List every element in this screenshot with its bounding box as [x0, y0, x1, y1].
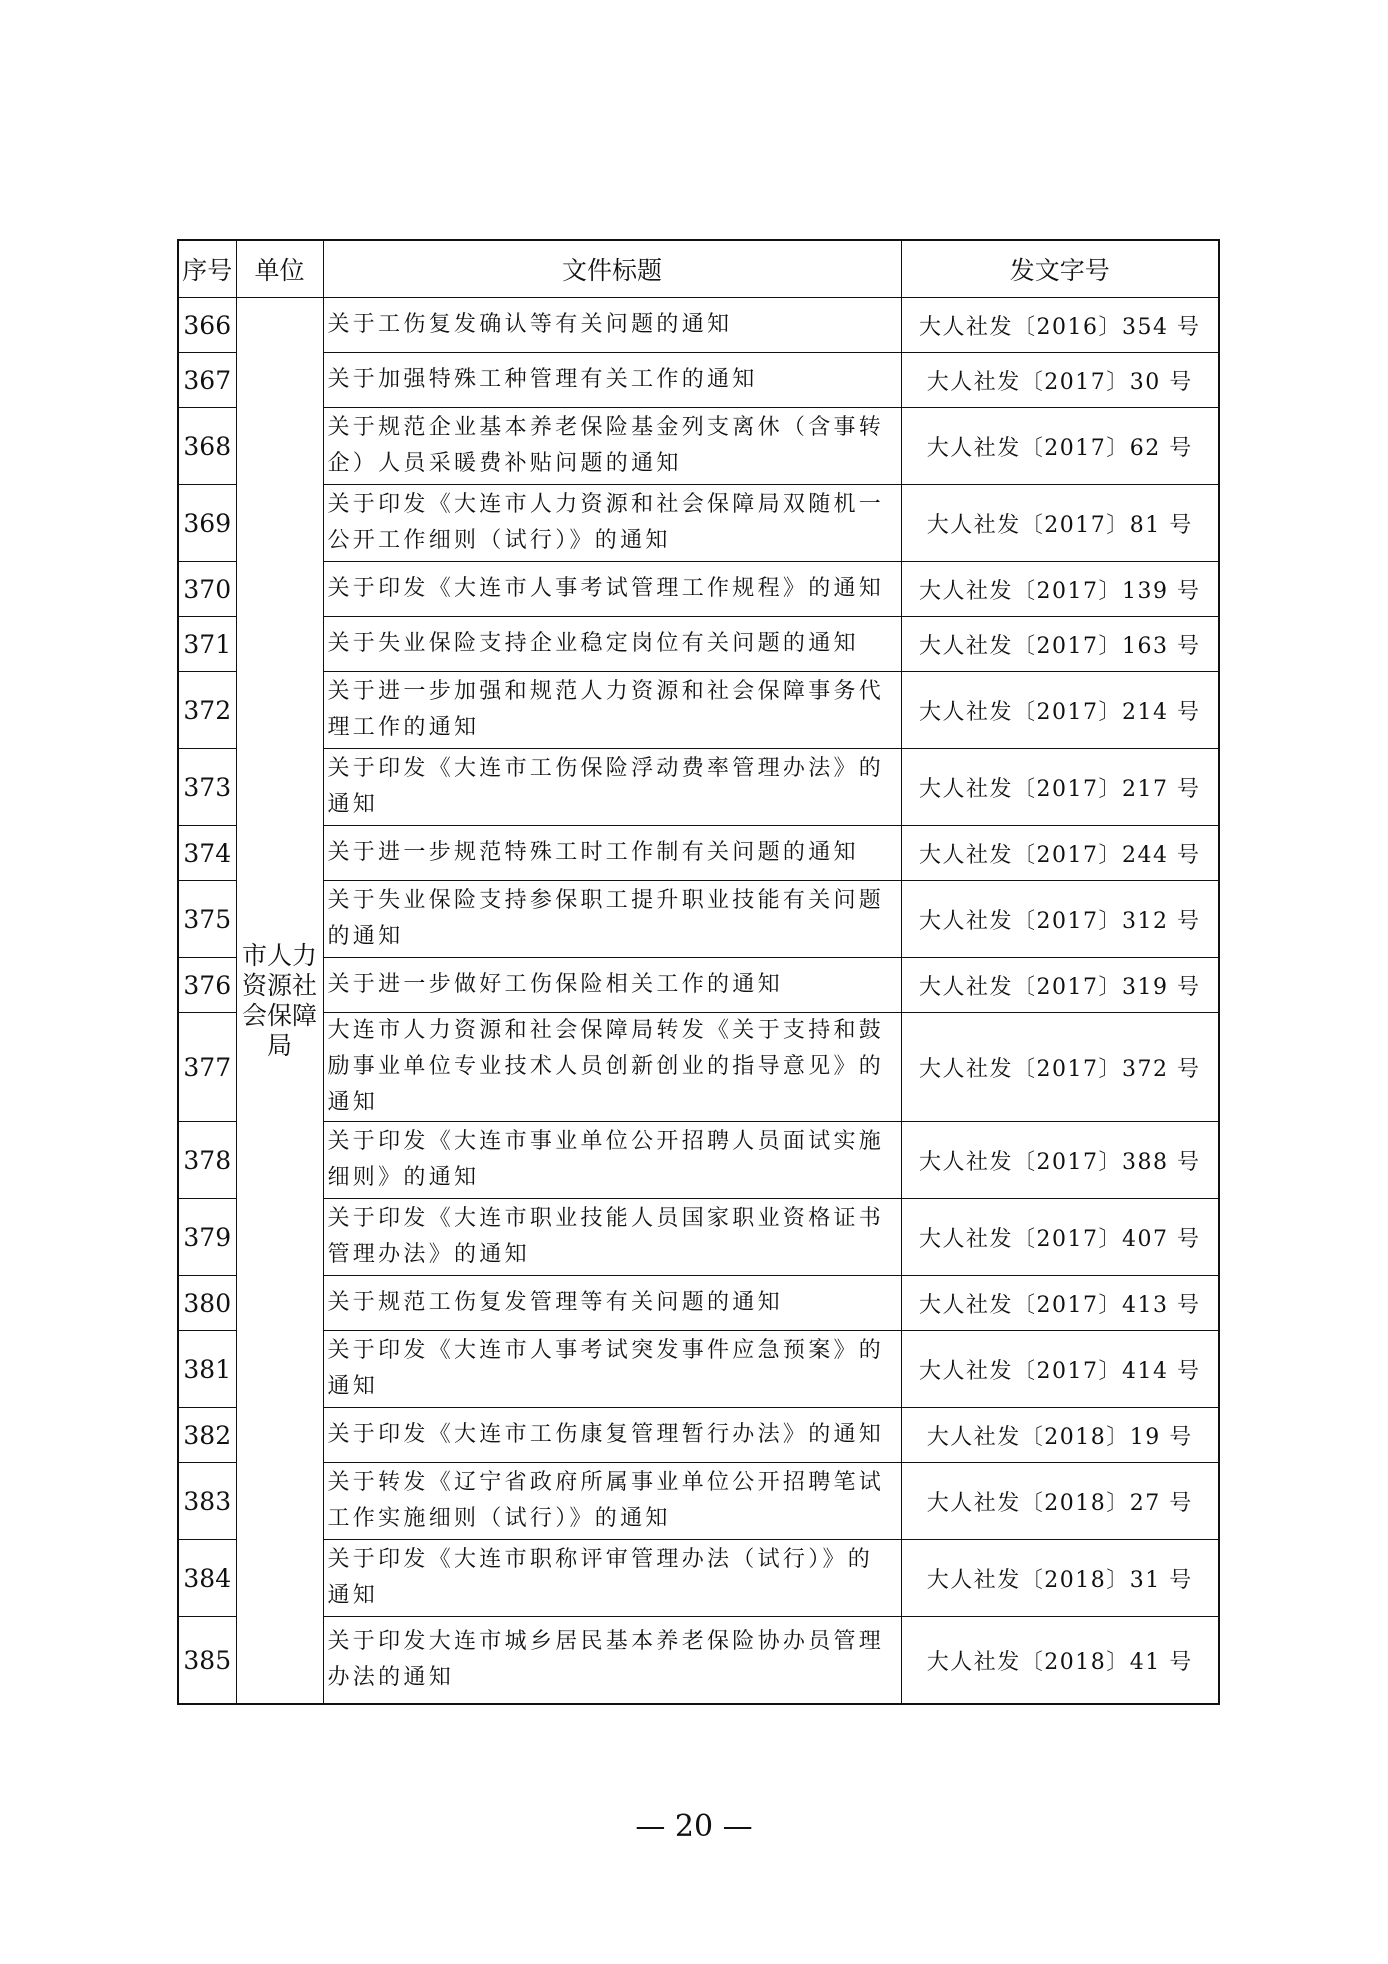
document-number: 大人社发〔2016〕354 号 — [901, 298, 1219, 353]
serial-number: 381 — [178, 1331, 236, 1408]
file-title: 关于印发《大连市人事考试管理工作规程》的通知 — [323, 562, 901, 617]
document-table — [177, 239, 1220, 1705]
document-number: 大人社发〔2017〕388 号 — [901, 1122, 1219, 1199]
document-number: 大人社发〔2017〕139 号 — [901, 562, 1219, 617]
table-row — [178, 958, 1219, 1013]
table-row — [178, 672, 1219, 749]
document-number: 大人社发〔2017〕30 号 — [901, 353, 1219, 408]
document-number: 大人社发〔2017〕407 号 — [901, 1199, 1219, 1276]
document-number: 大人社发〔2017〕62 号 — [901, 408, 1219, 485]
table-row — [178, 1013, 1219, 1122]
file-title: 关于规范工伤复发管理等有关问题的通知 — [323, 1276, 901, 1331]
page-number: — 20 — — [635, 1809, 753, 1844]
file-title: 关于印发《大连市职称评审管理办法（试行）》的通知 — [323, 1540, 901, 1617]
table-row — [178, 1331, 1219, 1408]
table-row — [178, 1276, 1219, 1331]
document-number: 大人社发〔2017〕312 号 — [901, 881, 1219, 958]
table-row — [178, 298, 1219, 353]
document-number: 大人社发〔2017〕413 号 — [901, 1276, 1219, 1331]
table-row — [178, 485, 1219, 562]
file-title: 关于印发《大连市人力资源和社会保障局双随机一公开工作细则（试行）》的通知 — [323, 485, 901, 562]
file-title: 关于失业保险支持参保职工提升职业技能有关问题的通知 — [323, 881, 901, 958]
table-row — [178, 408, 1219, 485]
serial-number: 374 — [178, 826, 236, 881]
serial-number: 372 — [178, 672, 236, 749]
serial-number: 375 — [178, 881, 236, 958]
file-title: 关于印发《大连市工伤康复管理暂行办法》的通知 — [323, 1408, 901, 1463]
unit-cell — [236, 298, 323, 1705]
document-number: 大人社发〔2017〕217 号 — [901, 749, 1219, 826]
table-row — [178, 617, 1219, 672]
header-unit: 单位 — [236, 240, 323, 298]
table-row — [178, 881, 1219, 958]
document-number: 大人社发〔2018〕41 号 — [901, 1617, 1219, 1705]
document-number: 大人社发〔2017〕414 号 — [901, 1331, 1219, 1408]
header-serial-number: 序号 — [178, 240, 236, 298]
serial-number: 369 — [178, 485, 236, 562]
file-title: 关于印发《大连市事业单位公开招聘人员面试实施细则》的通知 — [323, 1122, 901, 1199]
file-title: 关于印发大连市城乡居民基本养老保险协办员管理办法的通知 — [323, 1617, 901, 1705]
table-row — [178, 1408, 1219, 1463]
document-number: 大人社发〔2017〕81 号 — [901, 485, 1219, 562]
serial-number: 371 — [178, 617, 236, 672]
table-row — [178, 1463, 1219, 1540]
serial-number: 379 — [178, 1199, 236, 1276]
unit-name: 市人力资源社会保障局 — [241, 940, 317, 1060]
serial-number: 370 — [178, 562, 236, 617]
file-title: 大连市人力资源和社会保障局转发《关于支持和鼓励事业单位专业技术人员创新创业的指导意见》的通知 — [323, 1013, 901, 1122]
table-row — [178, 1617, 1219, 1705]
serial-number: 378 — [178, 1122, 236, 1199]
serial-number: 376 — [178, 958, 236, 1013]
document-number: 大人社发〔2018〕27 号 — [901, 1463, 1219, 1540]
serial-number: 367 — [178, 353, 236, 408]
header-file-title: 文件标题 — [323, 240, 901, 298]
serial-number: 377 — [178, 1013, 236, 1122]
table-row — [178, 1122, 1219, 1199]
file-title: 关于规范企业基本养老保险基金列支离休（含事转企）人员采暖费补贴问题的通知 — [323, 408, 901, 485]
serial-number: 385 — [178, 1617, 236, 1705]
header-document-number: 发文字号 — [901, 240, 1219, 298]
table-row — [178, 826, 1219, 881]
table-row — [178, 749, 1219, 826]
table-row — [178, 1199, 1219, 1276]
table-row — [178, 1540, 1219, 1617]
header-row — [178, 240, 1219, 298]
serial-number: 384 — [178, 1540, 236, 1617]
serial-number: 383 — [178, 1463, 236, 1540]
file-title: 关于进一步加强和规范人力资源和社会保障事务代理工作的通知 — [323, 672, 901, 749]
file-title: 关于印发《大连市工伤保险浮动费率管理办法》的通知 — [323, 749, 901, 826]
document-number: 大人社发〔2018〕19 号 — [901, 1408, 1219, 1463]
serial-number: 373 — [178, 749, 236, 826]
document-number: 大人社发〔2017〕244 号 — [901, 826, 1219, 881]
serial-number: 366 — [178, 298, 236, 353]
document-number: 大人社发〔2017〕372 号 — [901, 1013, 1219, 1122]
file-title: 关于工伤复发确认等有关问题的通知 — [323, 298, 901, 353]
document-number: 大人社发〔2017〕214 号 — [901, 672, 1219, 749]
document-number: 大人社发〔2017〕163 号 — [901, 617, 1219, 672]
file-title: 关于印发《大连市人事考试突发事件应急预案》的通知 — [323, 1331, 901, 1408]
table-row — [178, 562, 1219, 617]
serial-number: 368 — [178, 408, 236, 485]
file-title: 关于进一步规范特殊工时工作制有关问题的通知 — [323, 826, 901, 881]
document-number: 大人社发〔2018〕31 号 — [901, 1540, 1219, 1617]
file-title: 关于印发《大连市职业技能人员国家职业资格证书管理办法》的通知 — [323, 1199, 901, 1276]
file-title: 关于加强特殊工种管理有关工作的通知 — [323, 353, 901, 408]
file-title: 关于失业保险支持企业稳定岗位有关问题的通知 — [323, 617, 901, 672]
document-number: 大人社发〔2017〕319 号 — [901, 958, 1219, 1013]
table-row — [178, 353, 1219, 408]
serial-number: 382 — [178, 1408, 236, 1463]
file-title: 关于转发《辽宁省政府所属事业单位公开招聘笔试工作实施细则（试行）》的通知 — [323, 1463, 901, 1540]
file-title: 关于进一步做好工伤保险相关工作的通知 — [323, 958, 901, 1013]
serial-number: 380 — [178, 1276, 236, 1331]
